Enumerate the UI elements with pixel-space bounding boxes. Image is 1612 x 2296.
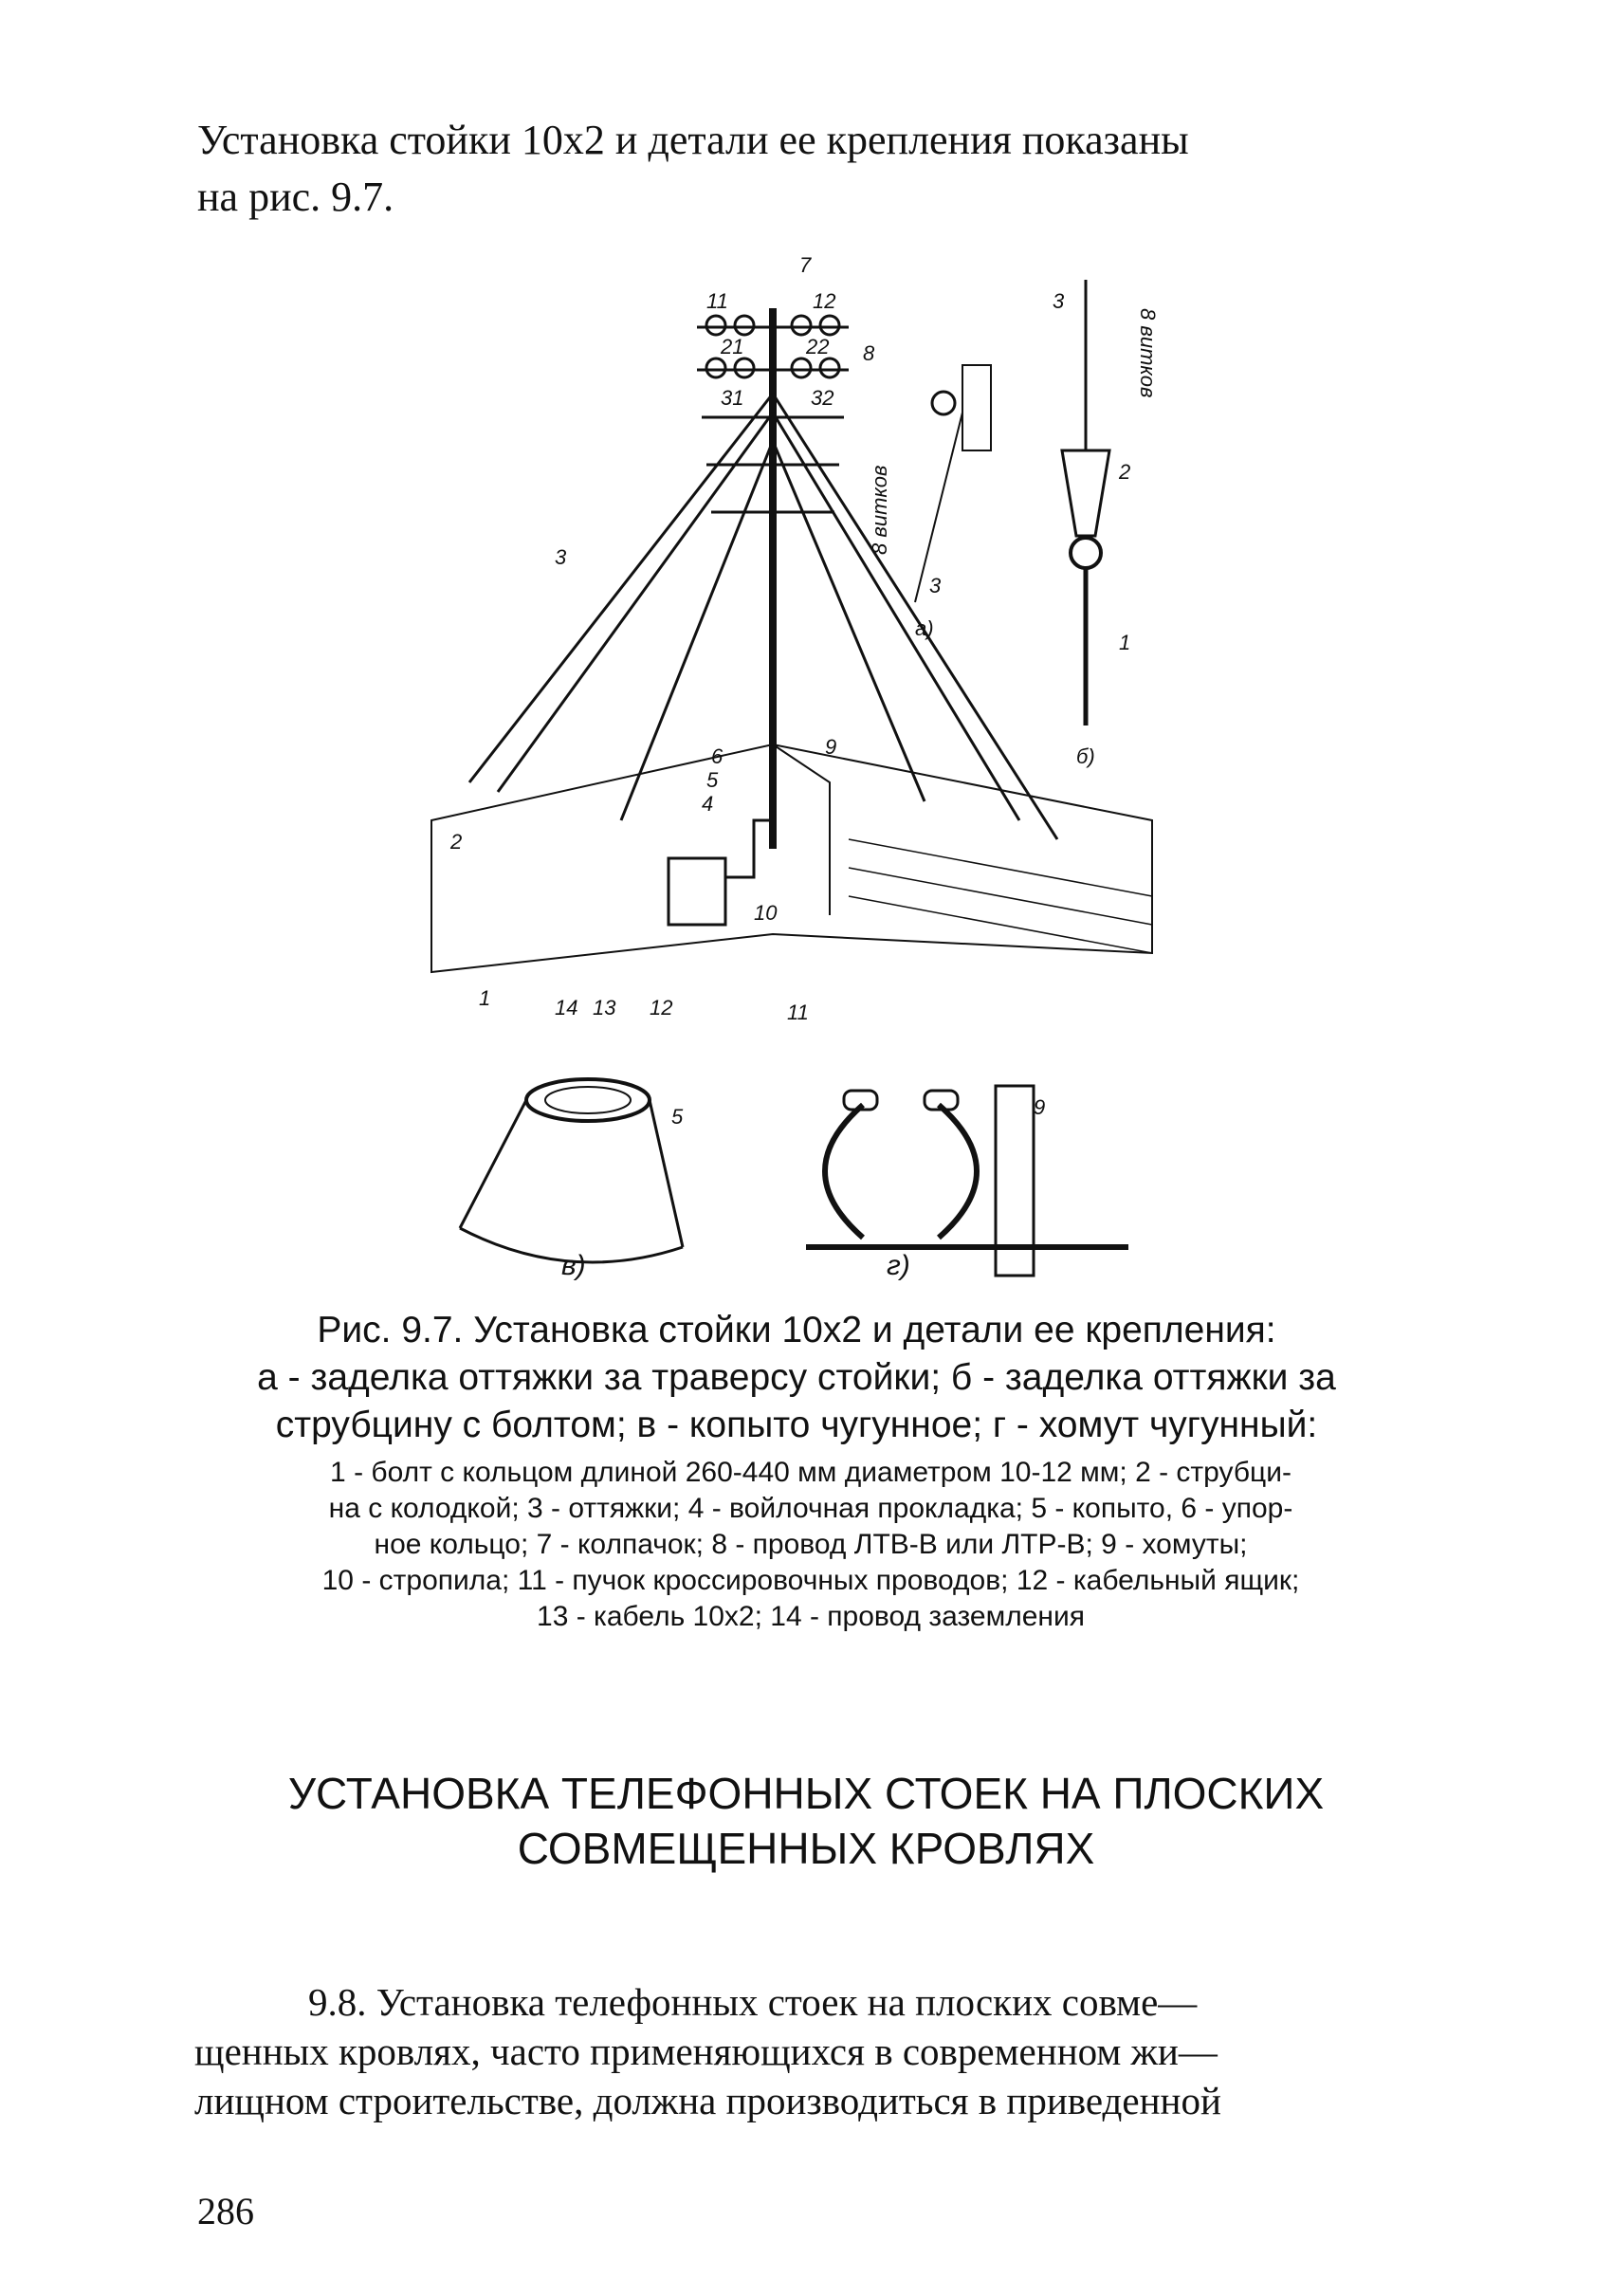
legend-line-3: ное кольцо; 7 - колпачок; 8 - провод ЛТВ-В или ЛТР-В; 9 - хомуты; (374, 1529, 1248, 1560)
caption-line-1: Рис. 9.7. Установка стойки 10х2 и детали ее крепления: (317, 1310, 1276, 1350)
figure-caption (171, 1307, 1422, 1449)
svg-text:32: 32 (811, 386, 834, 410)
svg-text:14: 14 (555, 996, 578, 1019)
svg-text:10: 10 (754, 901, 778, 925)
svg-text:8 витков: 8 витков (1136, 308, 1160, 398)
paragraph-line-1: 9.8. Установка телефонных стоек на плоских совме— (308, 1980, 1198, 2024)
svg-text:13: 13 (593, 996, 616, 1019)
svg-text:5: 5 (671, 1105, 684, 1129)
paragraph-line-2: щенных кровлях, часто применяющихся в современном жи— (194, 2030, 1218, 2073)
svg-text:12: 12 (813, 289, 836, 313)
svg-text:5: 5 (706, 768, 719, 792)
svg-text:2: 2 (1119, 460, 1131, 484)
svg-text:1: 1 (479, 986, 491, 1010)
svg-text:б): б) (1076, 744, 1095, 768)
svg-text:7: 7 (799, 253, 812, 277)
svg-text:8: 8 (863, 341, 875, 365)
intro-line-2: на рис. 9.7. (197, 174, 394, 220)
svg-text:4: 4 (702, 792, 714, 816)
intro-text (197, 112, 1420, 226)
svg-text:11: 11 (787, 1001, 809, 1024)
figure-9-7-main-drawing (431, 251, 1160, 1057)
svg-text:3: 3 (1053, 289, 1065, 313)
svg-text:31: 31 (721, 386, 744, 410)
legend-line-1: 1 - болт с кольцом длиной 260-440 мм диаметром 10-12 мм; 2 - струбци- (330, 1457, 1291, 1488)
svg-text:9: 9 (1034, 1095, 1046, 1119)
intro-line-1: Установка стойки 10х2 и детали ее крепления показаны (197, 117, 1189, 163)
svg-text:1: 1 (1119, 631, 1131, 654)
svg-text:9: 9 (825, 735, 837, 759)
body-paragraph (194, 1977, 1427, 2125)
paragraph-line-3: лищном строительстве, должна производиться в приведенной (194, 2079, 1221, 2122)
svg-text:3: 3 (555, 545, 567, 569)
caption-line-3: струбцину с болтом; в - копыто чугунное; г - хомут чугунный: (275, 1405, 1318, 1445)
legend-line-2: на с колодкой; 3 - оттяжки; 4 - войлочная прокладка; 5 - копыто, 6 - упор- (328, 1493, 1293, 1524)
detail-g-label: г) (887, 1250, 910, 1281)
svg-text:8 витков: 8 витков (868, 465, 891, 555)
svg-text:а): а) (915, 616, 934, 640)
legend-line-5: 13 - кабель 10х2; 14 - провод заземления (537, 1601, 1085, 1632)
section-heading (171, 1766, 1441, 1876)
detail-v-label: в) (561, 1250, 586, 1281)
svg-text:6: 6 (711, 744, 724, 768)
figure-legend (194, 1455, 1427, 1635)
page-number: 286 (197, 2190, 254, 2232)
svg-text:11: 11 (706, 289, 728, 313)
svg-text:12: 12 (650, 996, 673, 1019)
legend-line-4: 10 - стропила; 11 - пучок кроссировочных проводов; 12 - кабельный ящик; (321, 1565, 1300, 1596)
svg-text:22: 22 (806, 335, 830, 358)
figure-9-7-details-v-g (446, 1076, 1128, 1304)
heading-line-1: УСТАНОВКА ТЕЛЕФОННЫХ СТОЕК НА ПЛОСКИХ (287, 1769, 1325, 1818)
heading-line-2: СОВМЕЩЕННЫХ КРОВЛЯХ (517, 1824, 1095, 1873)
caption-line-2: а - заделка оттяжки за траверсу стойки; б - заделка оттяжки за (257, 1357, 1336, 1398)
svg-text:21: 21 (721, 335, 744, 358)
svg-text:3: 3 (929, 574, 942, 597)
svg-text:2: 2 (450, 830, 463, 854)
